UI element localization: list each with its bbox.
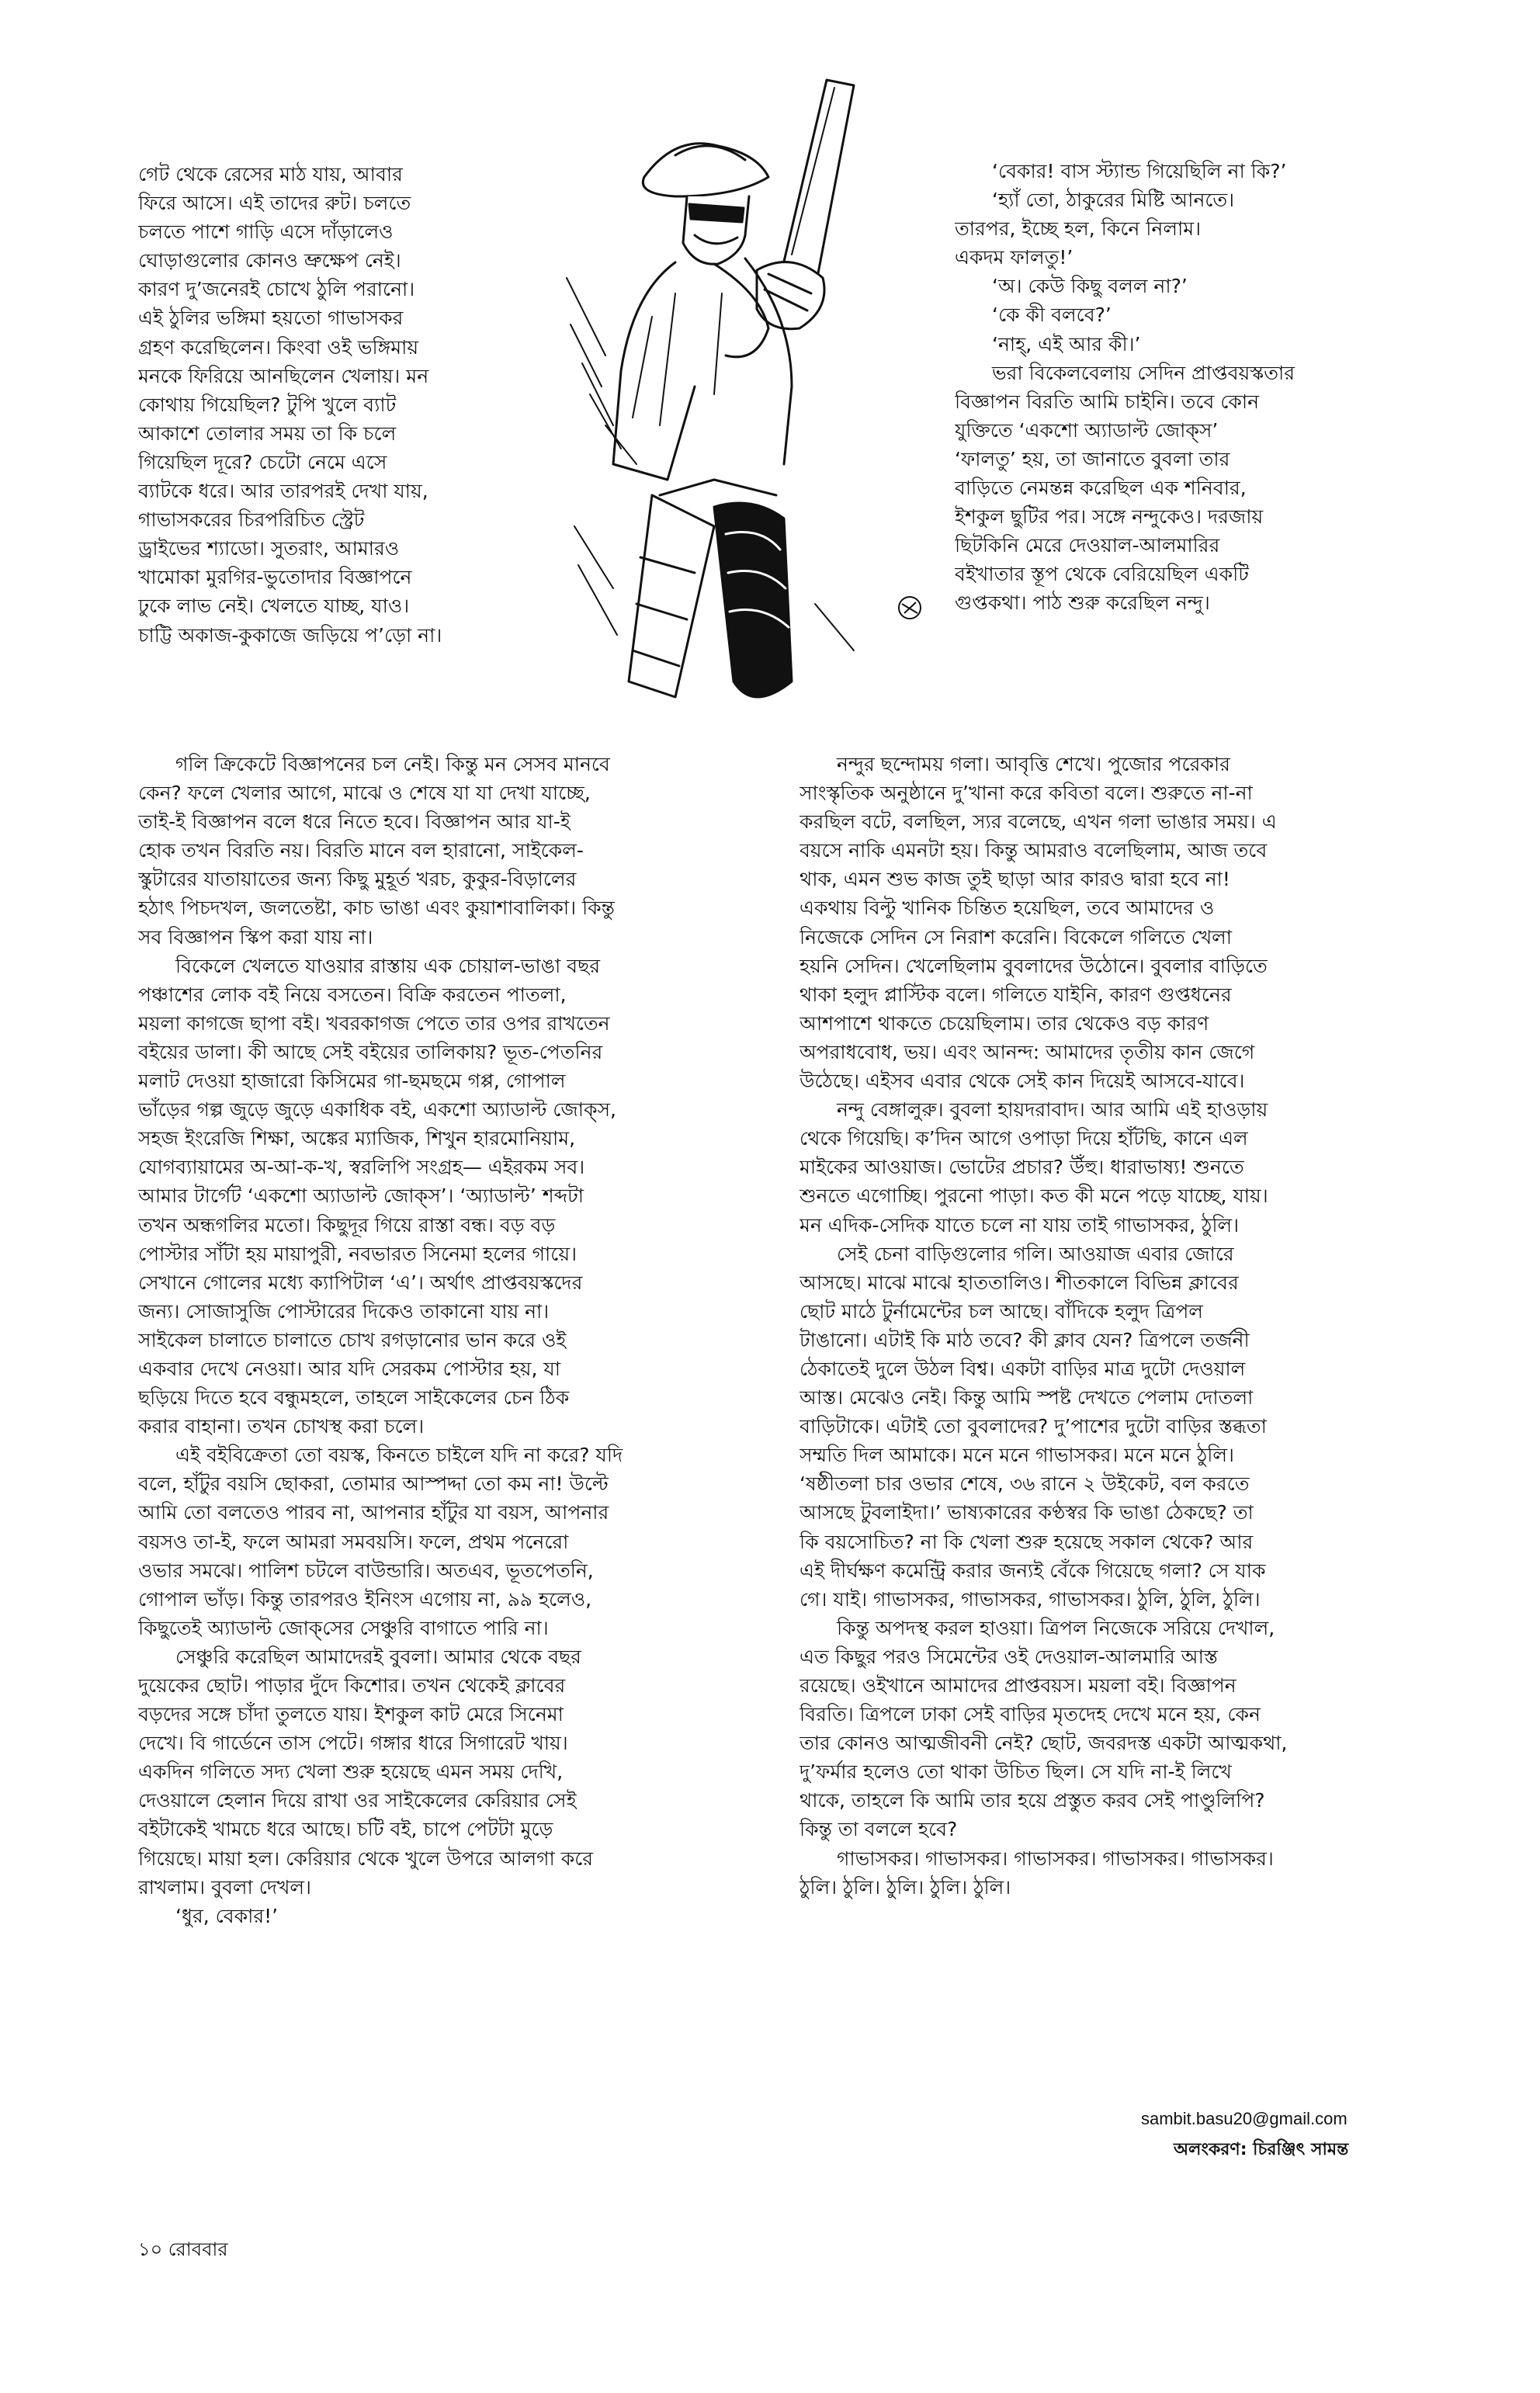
text-line: তাই-ই বিজ্ঞাপন বলে ধরে নিতে হবে। বিজ্ঞাপন আর যা-ই <box>138 810 571 834</box>
text-line: আমি তো বলতেও পারব না, আপনার হাঁটুর যা বয়স, আপনার <box>138 1501 609 1524</box>
text-line: গিয়েছিল দূরে? চেটো নেমে এসে <box>138 450 387 473</box>
text-line: দুয়েকের ছোট। পাড়ার দুঁদে কিশোর। তখন থেকেই ক্লাবের <box>138 1674 566 1697</box>
text-line: একবার দেখে নেওয়া। আর যদি সেরকম পোস্টার হয়, যা <box>138 1357 561 1380</box>
text-line: ‘বেকার! বাস স্ট্যান্ড গিয়েছিলি না কি?’ <box>992 160 1287 182</box>
text-line: টাঙানো। এটাই কি মাঠ তবে? কী ক্লাব যেন? ত্রিপলে তর্জনী <box>799 1328 1250 1351</box>
text-line: সেই চেনা বাড়িগুলোর গলি। আওয়াজ এবার জোরে <box>837 1242 1234 1265</box>
text-line: বয়সও তা-ই, ফলে আমরা সমবয়সি। ফলে, প্রথম পনেরো <box>138 1530 569 1553</box>
text-line: কোথায় গিয়েছিল? টুপি খুলে ব্যাট <box>138 393 397 416</box>
text-line: নন্দু বেঙ্গালুরু। বুবলা হায়দরাবাদ। আর আমি এই হাওড়ায় <box>837 1098 1268 1122</box>
text-line: ‘ষষ্ঠীতলা চার ওভার শেষে, ৩৬ রানে ২ উইকেট, বল করতে <box>799 1472 1250 1496</box>
text-line: করছিল বটে, বলছিল, স্যর বলেছে, এখন গলা ভাঙার সময়। এ <box>799 810 1277 834</box>
text-line: আসছে টুবলাইদা।’ ভাষ্যকারের কণ্ঠস্বর কি ভাঙা ঠেকছে? তা <box>799 1501 1254 1524</box>
text-line: সাংস্কৃতিক অনুষ্ঠানে দু’খানা করে কবিতা বলে। শুরুতে না-না <box>799 782 1253 805</box>
text-line: গ্রহণ করেছিলেন। কিংবা ওই ভঙ্গিমায় <box>138 335 419 359</box>
text-line: ঠেকাতেই দুলে উঠল বিশ্ব। একটা বাড়ির মাত্র দুটো দেওয়াল <box>799 1357 1246 1380</box>
text-line: ভরা বিকেলবেলায় সেদিন প্রাপ্তবয়স্কতার <box>992 361 1295 384</box>
text-line: তারপর, ইচ্ছে হল, কিনে নিলাম। <box>955 217 1202 241</box>
text-line: নিজেকে সেদিন সে নিরাশ করেনি। বিকেলে গলিতে খেলা <box>799 925 1233 949</box>
text-line: চলতে পাশে গাড়ি এসে দাঁড়ালেও <box>138 220 394 244</box>
text-line: বড়দের সঙ্গে চাঁদা তুলতে যায়। ইশকুল কাট মেরে সিনেমা <box>138 1703 564 1726</box>
text-line: বাড়িটাকে। এটাই তো বুবলাদের? দু’পাশের দুটো বাড়ির স্তব্ধতা <box>799 1415 1267 1438</box>
text-line: জন্য। সোজাসুজি পোস্টারের দিকেও তাকানো যায় না। <box>138 1299 550 1323</box>
text-line: ‘নাহ্, এই আর কী।’ <box>992 332 1141 355</box>
text-line: রাখলাম। বুবলা দেখল। <box>138 1875 311 1899</box>
text-line: মন এদিক-সেদিক যাতে চলে না যায় তাই গাভাসকর, ঠুলি। <box>799 1213 1240 1236</box>
text-line: ‘অ। কেউ কিছু বলল না?’ <box>992 275 1188 298</box>
text-line: তখন অন্ধগলির মতো। কিছুদূর গিয়ে রাস্তা বন্ধ। বড় বড় <box>138 1213 556 1236</box>
text-line: একদিন গলিতে সদ্য খেলা শুরু হয়েছে এমন সময় দেখি, <box>138 1760 564 1784</box>
text-line: ব্যাটকে ধরে। আর তারপরই দেখা যায়, <box>138 480 428 503</box>
article-column-left-top <box>138 160 526 650</box>
text-line: থেকে গিয়েছি। ক’দিন আগে ওপাড়া দিয়ে হাঁটছি, কানে এল <box>799 1127 1248 1150</box>
text-line: সেখানে গোলের মধ্যে ক্যাপিটাল ‘এ’। অর্থাৎ প্রাপ্তবয়স্কদের <box>138 1271 583 1294</box>
text-line: বইটাকেই খামচে ধরে আছে। চটি বই, চাপে পেটটা মুড়ে <box>138 1818 553 1841</box>
text-line: যুক্তিতে ‘একশো অ্যাডাল্ট জোক্‌স’ <box>955 418 1219 442</box>
text-line: কিন্তু তা বললে হবে? <box>799 1818 958 1841</box>
text-line: গাভাসকর। গাভাসকর। গাভাসকর। গাভাসকর। গাভাসকর। <box>837 1847 1274 1870</box>
text-line: মলাট দেওয়া হাজারো কিসিমের গা-ছমছমে গপ্প, গোপাল <box>138 1070 566 1093</box>
text-line: ‘ফালতু’ হয়, তা জানাতে বুবলা তার <box>955 447 1230 470</box>
text-line: থাকা হলুদ প্লাস্টিক বলে। গলিতে যাইনি, কারণ গুপ্তধনের <box>799 983 1232 1006</box>
text-line: মাইকের আওয়াজ। ভোটের প্রচার? উঁহু। ধারাভাষ্য! শুনতে <box>799 1156 1244 1179</box>
text-line: আসছে। মাঝে মাঝে হাততালিও। শীতকালে বিভিন্ন ক্লাবের <box>799 1271 1239 1294</box>
illustration-credit: অলংকরণ: চিরঞ্জিৎ সামন্ত <box>1174 2140 1349 2159</box>
text-line: আকাশে তোলার সময় তা কি চলে <box>138 421 397 445</box>
text-line: ফিরে আসে। এই তাদের রুট। চলতে <box>138 192 411 215</box>
text-line: ওভার সমঝে। পালিশ চটলে বাউন্ডারি। অতএব, ভূতপেতনি, <box>138 1559 594 1582</box>
text-line: থাকে, তাহলে কি আমি তার হয়ে প্রস্তুত করব সেই পাণ্ডুলিপি? <box>799 1789 1265 1812</box>
text-line: ময়লা কাগজে ছাপা বই। খবরকাগজ পেতে তার ওপর রাখতেন <box>138 1011 610 1035</box>
text-line: ভাঁড়ের গল্প জুড়ে জুড়ে একাধিক বই, একশো অ্যাডাল্ট জোক্‌স, <box>138 1098 616 1122</box>
text-line: গে। যাই। গাভাসকর, গাভাসকর, গাভাসকর। ঠুলি, ঠুলি, ঠুলি। <box>799 1587 1261 1611</box>
text-line: শুনতে এগোচ্ছি। পুরনো পাড়া। কত কী মনে পড়ে যাচ্ছে, যায়। <box>799 1184 1268 1208</box>
text-line: স্কুটারের যাতায়াতের জন্য কিছু মুহূর্ত খরচ, কুকুর-বিড়ালের <box>138 868 577 891</box>
article-column-left-bottom <box>138 750 767 1930</box>
text-line: খামোকা মুরগির-ভুতোদার বিজ্ঞাপনে <box>138 566 412 589</box>
text-line: ছোট মাঠে টুর্নামেন্টের চল আছে। বাঁদিকে হলুদ ত্রিপল <box>799 1299 1203 1323</box>
text-line: গেট থেকে রেসের মাঠ যায়, আবার <box>138 163 403 186</box>
text-line: পোস্টার সাঁটা হয় মায়াপুরী, নবভারত সিনেমা হলের গায়ে। <box>138 1242 578 1265</box>
text-line: বইয়ের ডালা। কী আছে সেই বইয়ের তালিকায়? ভূত-পেতনির <box>138 1040 603 1063</box>
text-line: ড্রাইভের শ্যাডো। সুতরাং, আমারও <box>138 537 400 560</box>
text-line: তার কোনও আত্মজীবনী নেই? ছোট, জবরদস্ত একটা আত্মকথা, <box>799 1732 1288 1755</box>
article-column-right-top <box>955 157 1389 618</box>
text-line: দু’ফর্মার হলেও তো থাকা উচিত ছিল। সে যদি না-ই লিখে <box>799 1760 1232 1784</box>
text-line: সেঞ্চুরি করেছিল আমাদেরই বুবলা। আমার থেকে বছর <box>175 1645 581 1668</box>
text-line: ‘কে কী বলবে?’ <box>992 303 1112 327</box>
author-email[interactable]: sambit.basu20@gmail.com <box>1141 2109 1348 2128</box>
text-line: বিরতি। ত্রিপলে ঢাকা সেই বাড়ির মৃতদেহ দেখে মনে হয়, কেন <box>799 1703 1261 1726</box>
text-line: ‘হ্যাঁ তো, ঠাকুরের মিষ্টি আনতে। <box>992 189 1235 212</box>
text-line: পঞ্চাশের লোক বই নিয়ে বসতেন। বিক্রি করতেন পাতলা, <box>138 983 567 1006</box>
text-line: গুপ্তকথা। পাঠ শুরু করেছিল নন্দু। <box>955 591 1210 615</box>
text-line: দেখে। বি গার্ডেনে তাস পেটে। গঙ্গার ধারে সিগারেট খায়। <box>138 1732 568 1755</box>
text-line: চাট্টি অকাজ-কুকাজে জড়িয়ে প’ড়ো না। <box>138 623 442 647</box>
text-line: নন্দুর ছন্দোময় গলা। আবৃত্তি শেখে। পুজোর পরেকার <box>837 753 1230 775</box>
text-line: এই ঠুলির ভঙ্গিমা হয়তো গাভাসকর <box>138 307 404 330</box>
page-folio: ১০ রোববার <box>138 2239 228 2260</box>
text-line: উঠেছে। এইসব এবার থেকে সেই কান দিয়েই আসবে-যাবে। <box>799 1070 1245 1093</box>
text-line: আশপাশে থাকতে চেয়েছিলাম। তার থেকেও বড় কারণ <box>799 1011 1209 1035</box>
text-line: বিকেলে খেলতে যাওয়ার রাস্তায় এক চোয়াল-ভাঙা বছর <box>175 954 600 977</box>
text-line: এত কিছুর পরও সিমেন্টের ওই দেওয়াল-আলমারি আস্ত <box>799 1645 1218 1668</box>
text-line: হঠাৎ পিচদখল, জলতেষ্টা, কাচ ভাঙা এবং কুয়াশাবালিকা। কিন্তু <box>138 897 615 920</box>
text-line: ছড়িয়ে দিতে হবে বন্ধুমহলে, তাহলে সাইকেলের চেন ঠিক <box>138 1386 570 1410</box>
text-line: এই বইবিক্রেতা তো বয়স্ক, কিনতে চাইলে যদি না করে? যদি <box>175 1444 623 1467</box>
text-line: ঢুকে লাভ নেই। খেলতে যাচ্ছ, যাও। <box>138 595 410 618</box>
text-line: থাক, এমন শুভ কাজ তুই ছাড়া আর কারও দ্বারা হবে না! <box>799 868 1230 891</box>
text-line: বাড়িতে নেমন্তন্ন করেছিল এক শনিবার, <box>955 477 1247 500</box>
text-line: কারণ দু’জনেরই চোখে ঠুলি পরানো। <box>138 278 415 301</box>
text-line: ঠুলি। ঠুলি। ঠুলি। ঠুলি। ঠুলি। <box>799 1875 1011 1899</box>
article-column-right-bottom <box>799 750 1413 1902</box>
text-line: বয়সে নাকি এমনটা হয়। কিন্তু আমরাও বলেছিলাম, আজ তবে <box>799 839 1268 862</box>
text-line: হয়নি সেদিন। খেলেছিলাম বুবলাদের উঠোনে। বুবলার বাড়িতে <box>799 954 1268 977</box>
text-line: হোক তখন বিরতি নয়। বিরতি মানে বল হারানো, সাইকেল- <box>138 839 584 862</box>
text-line: আমার টার্গেট ‘একশো অ্যাডাল্ট জোক্‌স’। ‘অ্যাডাল্ট’ শব্দটা <box>138 1184 584 1208</box>
text-line: গোপাল ভাঁড়। কিন্তু তারপরও ইনিংস এগোয় না, ৯৯ হলেও, <box>138 1587 592 1611</box>
text-line: করার বাহানা। তখন চোখস্থ করা চলে। <box>138 1415 425 1438</box>
text-line: সহজ ইংরেজি শিক্ষা, অঙ্কের ম্যাজিক, শিখুন হারমোনিয়াম, <box>138 1127 576 1150</box>
text-line: কেন? ফলে খেলার আগে, মাঝে ও শেষে যা যা দেখা যাচ্ছে, <box>138 782 591 805</box>
text-line: গলি ক্রিকেটে বিজ্ঞাপনের চল নেই। কিন্তু মন সেসব মানবে <box>175 753 610 775</box>
text-line: ছিটকিনি মেরে দেওয়াল-আলমারির <box>955 534 1220 557</box>
text-line: একথায় বিল্টু খানিক চিন্তিত হয়েছিল, তবে আমাদের ও <box>799 897 1215 920</box>
text-line: আস্ত। মেঝেও নেই। কিন্তু আমি স্পষ্ট দেখতে পেলাম দোতলা <box>799 1386 1254 1410</box>
text-line: বলে, হাঁটুর বয়সি ছোকরা, তোমার আস্পদ্দা তো কম না! উল্টে <box>138 1472 609 1496</box>
text-line: সম্মতি দিল আমাকে। মনে মনে গাভাসকর। মনে মনে ঠুলি। <box>799 1444 1234 1467</box>
text-line: কি বয়সোচিত? না কি খেলা শুরু হয়েছে সকাল থেকে? আর <box>799 1530 1254 1553</box>
text-line: একদম ফালতু!’ <box>955 246 1073 269</box>
text-line: মনকে ফিরিয়ে আনছিলেন খেলায়। মন <box>138 364 429 387</box>
text-line: সাইকেল চালাতে চালাতে চোখ রগড়ানোর ভান করে ওই <box>138 1328 567 1351</box>
text-line: ‘ধুর, বেকার!’ <box>175 1904 279 1927</box>
text-line: বিজ্ঞাপন বিরতি আমি চাইনি। তবে কোন <box>955 390 1260 413</box>
text-line: যোগব্যায়ামের অ-আ-ক-খ, স্বরলিপি সংগ্রহ— এইরকম সব। <box>138 1156 585 1179</box>
cricket-batsman-illustration <box>559 61 947 728</box>
text-line: সব বিজ্ঞাপন স্কিপ করা যায় না। <box>138 925 373 949</box>
text-line: বইখাতার স্তূপ থেকে বেরিয়েছিল একটি <box>955 563 1249 586</box>
text-line: ঘোড়াগুলোর কোনও ভ্রুক্ষেপ নেই। <box>138 249 401 272</box>
text-line: গিয়েছে। মায়া হল। কেরিয়ার থেকে খুলে উপরে আলগা করে <box>138 1847 594 1870</box>
text-line: কিছুতেই অ্যাডাল্ট জোক্‌সের সেঞ্চুরি বাগাতে পারি না। <box>138 1616 549 1639</box>
text-line: এই দীর্ঘক্ষণ কমেন্ট্রি করার জন্যই বেঁকে গিয়েছে গলা? সে যাক <box>799 1559 1266 1582</box>
text-line: রয়েছে। ওইখানে আমাদের প্রাপ্তবয়স। ময়লা বই। বিজ্ঞাপন <box>799 1674 1237 1697</box>
text-line: ইশকুল ছুটির পর। সঙ্গে নন্দুকেও। দরজায় <box>955 505 1264 529</box>
text-line: কিন্তু অপদস্থ করল হাওয়া। ত্রিপল নিজেকে সরিয়ে দেখাল, <box>837 1616 1275 1639</box>
text-line: অপরাধবোধ, ভয়। এবং আনন্দ: আমাদের তৃতীয় কান জেগে <box>799 1040 1255 1063</box>
text-line: দেওয়ালে হেলান দিয়ে রাখা ওর সাইকেলের কেরিয়ার সেই <box>138 1789 577 1812</box>
text-line: গাভাসকরের চিরপরিচিত স্ট্রেট <box>138 508 365 532</box>
